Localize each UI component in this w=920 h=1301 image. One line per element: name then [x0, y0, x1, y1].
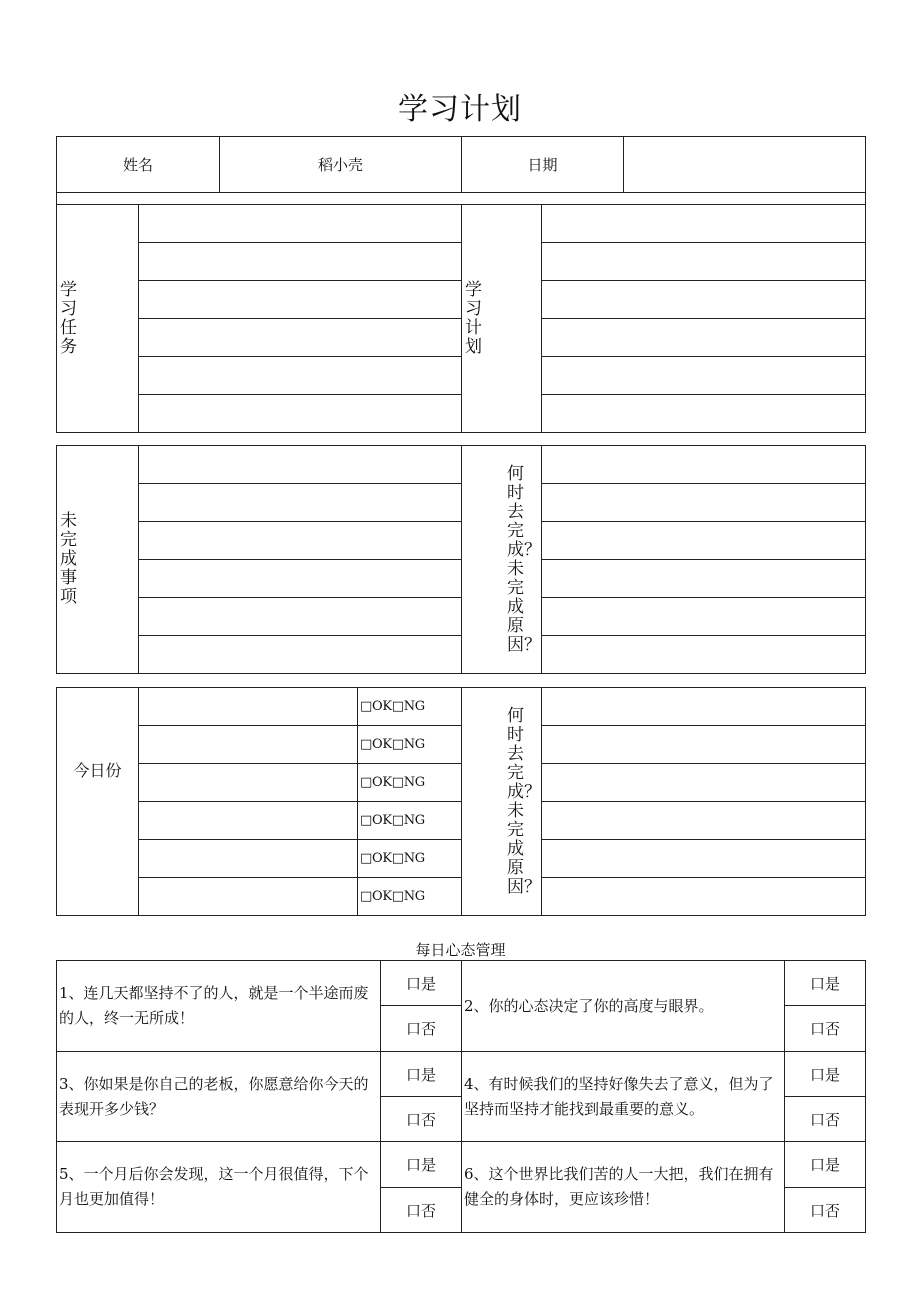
ok-ng-checkbox[interactable]: □OK□NG: [358, 688, 462, 726]
plan-cell[interactable]: [542, 319, 866, 357]
today-reason-cell[interactable]: [542, 688, 866, 726]
today-task-cell[interactable]: [139, 802, 358, 840]
study-tasks-table: [56, 204, 866, 433]
yes-checkbox[interactable]: 口是: [785, 961, 866, 1006]
unfinished-table: [56, 445, 866, 674]
plan-cell[interactable]: [542, 243, 866, 281]
task-cell[interactable]: [139, 395, 462, 433]
plan-cell[interactable]: [542, 205, 866, 243]
today-reason-cell[interactable]: [542, 726, 866, 764]
today-reason-cell[interactable]: [542, 802, 866, 840]
no-checkbox[interactable]: 口否: [785, 1188, 866, 1233]
reason-cell[interactable]: [542, 598, 866, 636]
task-cell[interactable]: [139, 205, 462, 243]
yes-checkbox[interactable]: 口是: [381, 1142, 462, 1188]
today-table: [56, 687, 866, 916]
mood-statement: 5、一个月后你会发现，这一个月很值得，下个月也更加值得！: [57, 1142, 381, 1233]
mood-caption: 每日心态管理: [415, 941, 506, 959]
page-title: 学习计划: [398, 92, 522, 127]
no-checkbox[interactable]: 口否: [381, 1006, 462, 1052]
today-task-cell[interactable]: [139, 878, 358, 916]
unfinished-cell[interactable]: [139, 522, 462, 560]
name-label: 姓名: [57, 137, 220, 193]
plan-cell[interactable]: [542, 281, 866, 319]
ok-ng-checkbox[interactable]: □OK□NG: [358, 878, 462, 916]
date-value[interactable]: [624, 137, 866, 193]
task-cell[interactable]: [139, 243, 462, 281]
yes-checkbox[interactable]: 口是: [381, 1052, 462, 1097]
mood-statement: 4、有时候我们的坚持好像失去了意义，但为了坚持而坚持才能找到最重要的意义。: [462, 1052, 785, 1142]
today-when-reason-label: 何时去完成？未完成原因？: [462, 688, 542, 916]
yes-checkbox[interactable]: 口是: [381, 961, 462, 1006]
unfinished-cell[interactable]: [139, 598, 462, 636]
today-reason-cell[interactable]: [542, 878, 866, 916]
reason-cell[interactable]: [542, 522, 866, 560]
task-cell[interactable]: [139, 319, 462, 357]
unfinished-cell[interactable]: [139, 636, 462, 674]
no-checkbox[interactable]: 口否: [381, 1097, 462, 1142]
ok-ng-checkbox[interactable]: □OK□NG: [358, 840, 462, 878]
no-checkbox[interactable]: 口否: [785, 1006, 866, 1052]
mood-table: [56, 960, 866, 1233]
date-label: 日期: [462, 137, 624, 193]
today-reason-cell[interactable]: [542, 840, 866, 878]
unfinished-cell[interactable]: [139, 484, 462, 522]
today-reason-cell[interactable]: [542, 764, 866, 802]
unfinished-label: 未完成事项: [57, 446, 139, 674]
yes-checkbox[interactable]: 口是: [785, 1142, 866, 1188]
ok-ng-checkbox[interactable]: □OK□NG: [358, 726, 462, 764]
reason-cell[interactable]: [542, 560, 866, 598]
reason-cell[interactable]: [542, 446, 866, 484]
no-checkbox[interactable]: 口否: [381, 1188, 462, 1233]
ok-ng-checkbox[interactable]: □OK□NG: [358, 802, 462, 840]
study-plan-label: 学习计划: [462, 205, 542, 433]
unfinished-cell[interactable]: [139, 560, 462, 598]
today-task-cell[interactable]: [139, 688, 358, 726]
plan-cell[interactable]: [542, 357, 866, 395]
today-task-cell[interactable]: [139, 840, 358, 878]
mood-statement: 3、你如果是你自己的老板，你愿意给你今天的表现开多少钱？: [57, 1052, 381, 1142]
yes-checkbox[interactable]: 口是: [785, 1052, 866, 1097]
plan-cell[interactable]: [542, 395, 866, 433]
unfinished-cell[interactable]: [139, 446, 462, 484]
header-table: [56, 136, 866, 205]
mood-statement: 2、你的心态决定了你的高度与眼界。: [462, 961, 785, 1052]
study-tasks-label: 学习任务: [57, 205, 139, 433]
reason-cell[interactable]: [542, 636, 866, 674]
today-label: 今日份: [57, 688, 139, 916]
no-checkbox[interactable]: 口否: [785, 1097, 866, 1142]
when-reason-label: 何时去完成？未完成原因？: [462, 446, 542, 674]
spacer-row: [57, 193, 866, 205]
ok-ng-checkbox[interactable]: □OK□NG: [358, 764, 462, 802]
task-cell[interactable]: [139, 357, 462, 395]
reason-cell[interactable]: [542, 484, 866, 522]
today-task-cell[interactable]: [139, 726, 358, 764]
mood-statement: 6、这个世界比我们苦的人一大把，我们在拥有健全的身体时，更应该珍惜！: [462, 1142, 785, 1233]
task-cell[interactable]: [139, 281, 462, 319]
today-task-cell[interactable]: [139, 764, 358, 802]
name-value[interactable]: 稻小壳: [220, 137, 462, 193]
mood-statement: 1、连几天都坚持不了的人，就是一个半途而废的人，终一无所成！: [57, 961, 381, 1052]
